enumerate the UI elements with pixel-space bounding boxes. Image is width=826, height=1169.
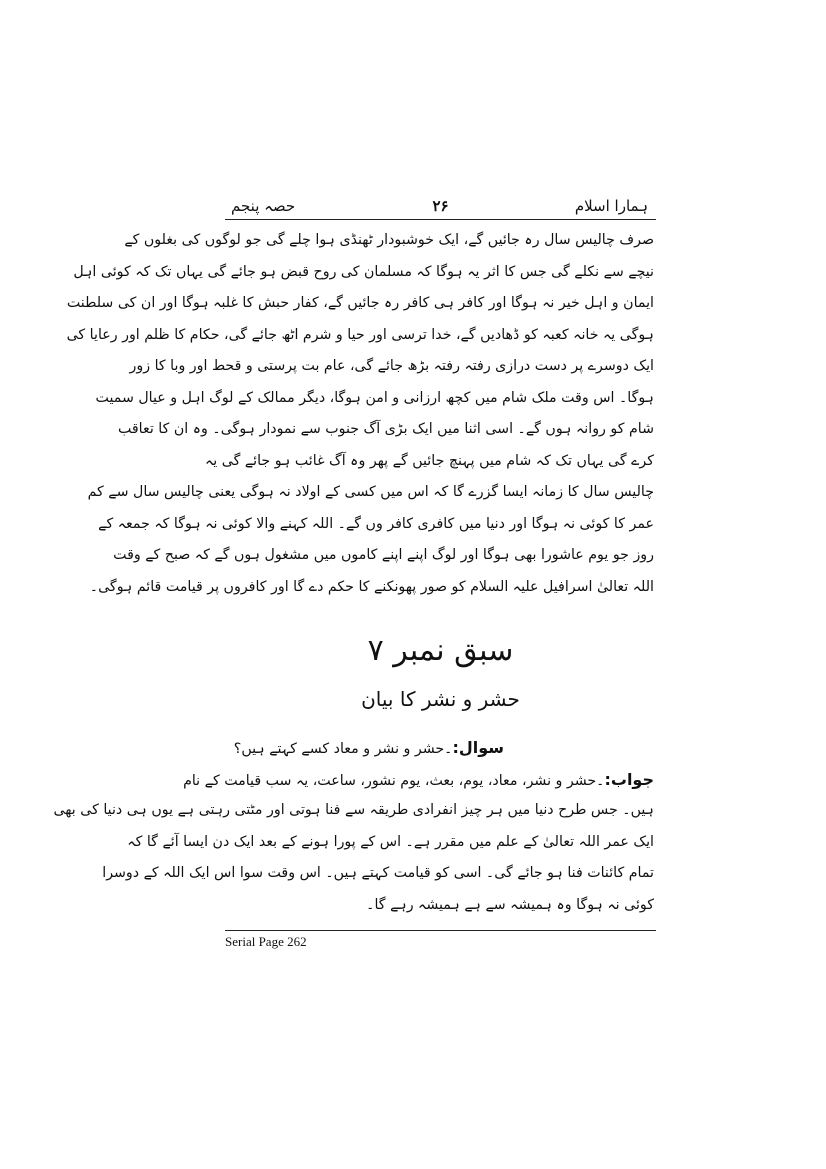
body-line: چالیس سال کا زمانہ ایسا گزرے گا کہ اس میں کسی کے اولاد نہ ہوگی یعنی چالیس سال سے کم: [87, 484, 654, 500]
lesson-title: سبق نمبر ۷: [367, 633, 514, 668]
body-line: ہوگی یہ خانہ کعبہ کو ڈھادیں گے، خدا ترسی اور حیا و شرم اٹھ جائے گی، حکام کا ظلم اور رعایا کی: [66, 326, 654, 343]
body-line: اللہ تعالیٰ اسرافیل علیہ السلام کو صور پھونکنے کا حکم دے گا اور کافروں پر قیامت قائم ہوگی۔: [89, 578, 654, 595]
answer-label: جواب:: [604, 769, 654, 789]
question-answer: [53, 732, 654, 921]
part-label: حصہ پنجم: [231, 197, 296, 215]
body-line: عمر کا کوئی نہ ہوگا اور دنیا میں کافری کافر وں گے۔ اللہ کہنے والا کوئی نہ ہوگا کہ جمعہ کے: [98, 515, 654, 532]
footer-rule: [225, 930, 656, 931]
book-title: ہمارا اسلام: [574, 197, 648, 215]
question-text: ۔حشر و نشر و معاد کسے کہتے ہیں؟: [233, 741, 453, 757]
running-header: [225, 196, 656, 218]
answer-text: ۔حشر و نشر، معاد، یوم، بعث، یوم نشور، ساعت، یہ سب قیامت کے نام: [183, 772, 605, 789]
body-text: [66, 225, 654, 603]
header-rule: [225, 219, 656, 220]
body-line: ایک دوسرے پر دست درازی رفتہ رفتہ بڑھ جائے گی، عام بت پرستی و قحط اور وبا کا زور: [129, 358, 654, 374]
body-line: صرف چالیس سال رہ جائیں گے، ایک خوشبودار ٹھنڈی ہوا چلے گی جو لوگوں کی بغلوں کے: [124, 232, 654, 248]
body-line: شام کو روانہ ہوں گے۔ اسی اثنا میں ایک بڑی آگ جنوب سے نمودار ہوگی۔ وہ ان کا تعاقب: [117, 421, 654, 437]
lesson-subtitle: حشر و نشر کا بیان: [361, 687, 520, 711]
serial-page-label: Serial Page 262: [225, 934, 307, 949]
page-number: ۲۶: [432, 197, 449, 215]
body-line: روز جو یوم عاشورا بھی ہوگا اور لوگ اپنے اپنے کاموں میں مشغول ہوں گے کہ صبح کے وقت: [113, 547, 654, 563]
question-label: سوال:: [452, 738, 504, 757]
body-line: ایمان و اہل خیر نہ ہوگا اور کافر ہی کافر رہ جائیں گے، کفار حبش کا غلبہ ہوگا اور ان کی سلطنت: [66, 295, 654, 311]
answer-line: ایک عمر اللہ تعالیٰ کے علم میں مقرر ہے۔ اس کے پورا ہونے کے بعد ایک دن ایسا آئے گا کہ: [127, 833, 654, 850]
body-line: کرے گی یہاں تک کہ شام میں پہنچ جائیں گے پھر وہ آگ غائب ہو جائے گی یہ: [204, 452, 654, 469]
answer-line: ہیں۔ جس طرح دنیا میں ہر چیز انفرادی طریقہ سے فنا ہوتی اور مٹتی رہتی ہے یوں ہی دنیا کی بھی: [53, 802, 654, 818]
question-line: [228, 732, 654, 764]
answer-line: تمام کائنات فنا ہو جائے گی۔ اسی کو قیامت کہتے ہیں۔ اس وقت سوا اس ایک اللہ کے دوسرا: [102, 865, 654, 881]
answer-line: کوئی نہ ہوگا وہ ہمیشہ سے ہے ہمیشہ رہے گا۔: [366, 896, 654, 913]
answer-line: [183, 764, 654, 796]
body-line: نیچے سے نکلے گی جس کا اثر یہ ہوگا کہ مسلمان کی روح قبض ہو جائے گی یہاں تک کہ کوئی اہل: [73, 263, 654, 280]
body-line: ہوگا۔ اس وقت ملک شام میں کچھ ارزانی و امن ہوگا، دیگر ممالک کے لوگ اہل و عیال سمیت: [95, 389, 654, 406]
